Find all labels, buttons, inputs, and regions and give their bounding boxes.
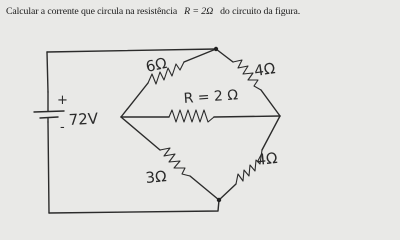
resistor-middle-2ohm	[169, 110, 214, 122]
battery-plus: +	[57, 93, 68, 108]
wire-bottom	[49, 200, 219, 213]
battery-voltage: 72V	[68, 109, 99, 129]
node-bottom	[217, 198, 221, 202]
wire-middle-right	[214, 116, 280, 117]
question-resistance: R = 2Ω	[184, 6, 214, 17]
label-top-right-4ohm: 4Ω	[253, 59, 277, 80]
wire-3ohm-to-bottom-node	[190, 176, 219, 200]
wire-top-left	[47, 49, 216, 52]
wire-node-left-to-6ohm	[121, 83, 148, 117]
wire-6ohm-to-top-node	[184, 49, 216, 62]
wire-4ohm-to-right-node	[261, 90, 280, 116]
battery-short-plate	[40, 117, 58, 118]
label-6ohm: 6Ω	[144, 53, 169, 76]
question-text-start: Calcular a corrente que circula na resistência	[6, 6, 178, 17]
label-3ohm: 3Ω	[144, 167, 168, 187]
wire-top-node-to-4ohm	[216, 49, 233, 62]
wire-bottom-node-to-4ohm	[219, 184, 236, 200]
node-top	[214, 47, 218, 51]
question-text-end: do circuito da figura.	[220, 6, 301, 17]
wire-left-lower	[48, 122, 49, 213]
battery-long-plate	[34, 111, 64, 112]
label-bottom-right-4ohm: 4Ω	[255, 148, 279, 169]
battery-minus: -	[60, 120, 65, 135]
label-middle-2ohm: R = 2 Ω	[183, 87, 239, 107]
wire-left-upper	[47, 52, 48, 92]
wire-node-left-to-3ohm	[121, 117, 160, 150]
wire-4ohm-to-right-node-lower	[262, 116, 280, 150]
